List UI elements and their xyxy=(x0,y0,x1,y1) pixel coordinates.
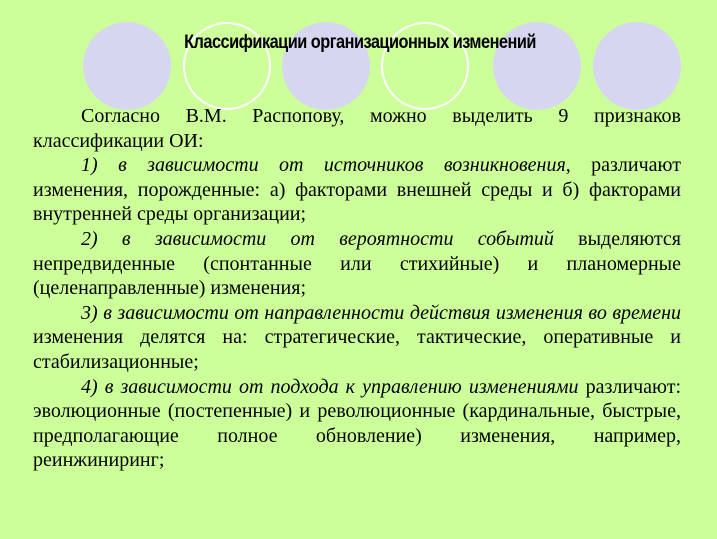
classification-item-3 xyxy=(33,301,681,375)
decorative-circle xyxy=(83,22,171,110)
item-3-criterion: 3) в зависимости от направленности действия изменения во времени xyxy=(81,301,681,324)
item-2-criterion: 2) в зависимости от вероятности событий xyxy=(81,227,554,250)
item-4-criterion: 4) в зависимости от подхода к управлению изменениями xyxy=(81,375,579,398)
item-1-text: , различают изменения, порожденные: а) факторами внешней среды и б) факторами внутренней среды организации; xyxy=(33,154,681,226)
item-4-text: различают: эволюционные (постепенные) и революционные (кардинальные, быстрые, предполагающие полное обновление) изменения, например, реинжиниринг; xyxy=(33,375,682,472)
classification-item-2 xyxy=(33,227,681,301)
intro-paragraph: Согласно В.М. Распопову, можно выделить 9 признаков классификации ОИ: xyxy=(33,105,681,152)
classification-item-1 xyxy=(33,153,681,227)
item-2-text: выделяются непредвиденные (спонтанные или стихийные) и планомерные (целенаправленные) изменения; xyxy=(33,227,682,300)
decorative-circle xyxy=(593,22,681,110)
classification-item-4 xyxy=(33,375,681,473)
slide-body xyxy=(33,104,681,473)
slide-title: Классификации организационных изменений xyxy=(184,32,536,53)
item-3-text: изменения делятся на: стратегические, тактические, оперативные и стабилизационные; xyxy=(33,326,681,373)
item-1-criterion: 1) в зависимости от источников возникновения xyxy=(81,154,566,177)
